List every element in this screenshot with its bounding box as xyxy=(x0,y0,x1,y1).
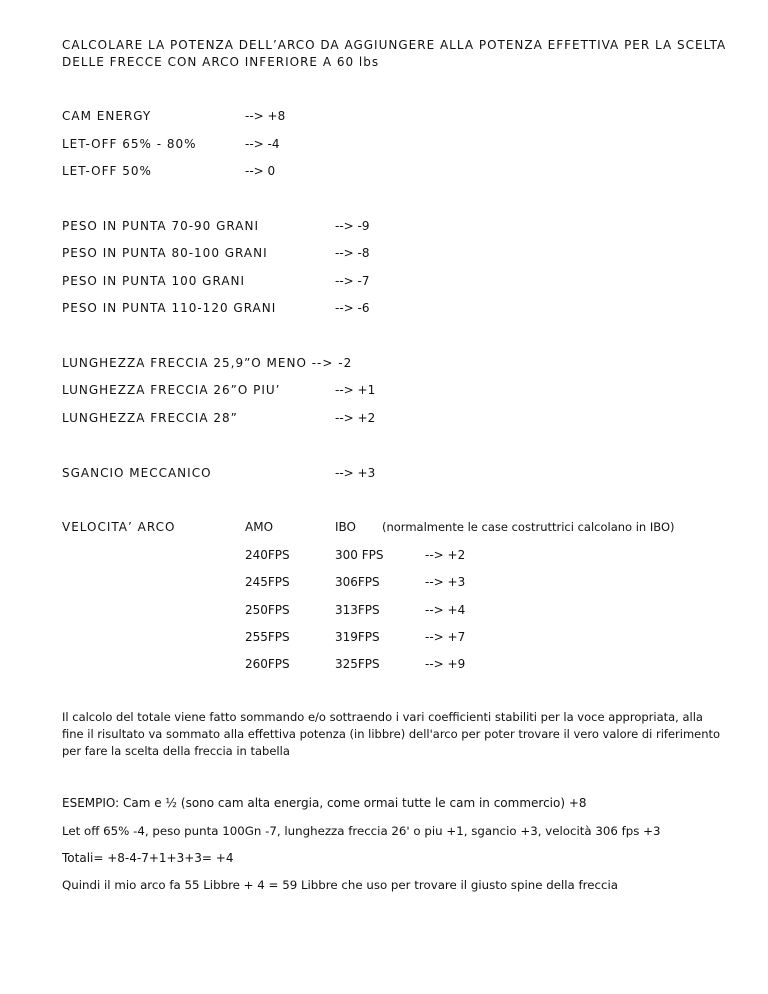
speed-row-value: --> +2 xyxy=(425,548,466,562)
lunghezza-25-line: LUNGHEZZA FRECCIA 25,9”O MENO --> -2 xyxy=(62,356,353,370)
peso-110-120-label: PESO IN PUNTA 110-120 GRANI xyxy=(62,301,277,315)
example-line-1-text: ESEMPIO: Cam e ½ (sono cam alta energia, come ormai tutte le cam in commercio) +8 xyxy=(62,796,587,810)
lunghezza-26-value: --> +1 xyxy=(335,383,376,397)
speed-row-ibo: 300 FPS xyxy=(335,548,384,562)
speed-row-ibo: 319FPS xyxy=(335,630,380,644)
speed-row-amo: 245FPS xyxy=(245,575,290,589)
speed-row-amo: 260FPS xyxy=(245,657,290,671)
title-line-1: CALCOLARE LA POTENZA DELL’ARCO DA AGGIUNGERE ALLA POTENZA EFFETTIVA PER LA SCELTA xyxy=(62,38,727,52)
speed-row-ibo: 325FPS xyxy=(335,657,380,671)
ibo-note: (normalmente le case costruttrici calcolano in IBO) xyxy=(382,520,675,534)
peso-70-90-label: PESO IN PUNTA 70-90 GRANI xyxy=(62,219,260,233)
letoff-65-label: LET-OFF 65% - 80% xyxy=(62,137,197,151)
speed-row-amo: 250FPS xyxy=(245,603,290,617)
ibo-header: IBO xyxy=(335,520,357,534)
peso-80-100-label: PESO IN PUNTA 80-100 GRANI xyxy=(62,246,268,260)
peso-110-120-value: --> -6 xyxy=(335,301,370,315)
example-line-3: Totali= +8-4-7+1+3+3= +4 xyxy=(62,851,234,865)
explanation-paragraph: Il calcolo del totale viene fatto sommando e/o sottraendo i vari coefficienti stabiliti per la voce appropriata, alla fine il risultato va sommato alla effettiva potenza (in libbre) dell'arco per poter trovare il vero valore di riferimento per fare la scelta della freccia in tabella xyxy=(62,710,721,758)
speed-row-value: --> +3 xyxy=(425,575,466,589)
title-line-2: DELLE FRECCE CON ARCO INFERIORE A 60 lbs xyxy=(62,55,380,69)
example-line-1 xyxy=(62,796,587,810)
example-line-2: Let off 65% -4, peso punta 100Gn -7, lunghezza freccia 26' o piu +1, sgancio +3, velocità 306 fps +3 xyxy=(62,824,661,838)
peso-80-100-value: --> -8 xyxy=(335,246,370,260)
speed-row-value: --> +9 xyxy=(425,657,466,671)
lunghezza-28-value: --> +2 xyxy=(335,411,376,425)
lunghezza-26-label: LUNGHEZZA FRECCIA 26”O PIU’ xyxy=(62,383,281,397)
peso-70-90-value: --> -9 xyxy=(335,219,370,233)
peso-100-value: --> -7 xyxy=(335,274,370,288)
sgancio-value: --> +3 xyxy=(335,466,376,480)
speed-row-amo: 240FPS xyxy=(245,548,290,562)
lunghezza-28-label: LUNGHEZZA FRECCIA 28” xyxy=(62,411,238,425)
speed-row-amo: 255FPS xyxy=(245,630,290,644)
sgancio-label: SGANCIO MECCANICO xyxy=(62,466,212,480)
velocita-label: VELOCITA’ ARCO xyxy=(62,520,176,534)
cam-energy-value: --> +8 xyxy=(245,109,286,123)
speed-row-ibo: 306FPS xyxy=(335,575,380,589)
example-line-4: Quindi il mio arco fa 55 Libbre + 4 = 59 Libbre che uso per trovare il giusto spine della freccia xyxy=(62,878,618,892)
peso-100-label: PESO IN PUNTA 100 GRANI xyxy=(62,274,246,288)
letoff-50-label: LET-OFF 50% xyxy=(62,164,152,178)
letoff-65-value: --> -4 xyxy=(245,137,280,151)
speed-row-ibo: 313FPS xyxy=(335,603,380,617)
amo-header: AMO xyxy=(245,520,274,534)
cam-energy-label: CAM ENERGY xyxy=(62,109,152,123)
speed-row-value: --> +7 xyxy=(425,630,466,644)
letoff-50-value: --> 0 xyxy=(245,164,276,178)
speed-row-value: --> +4 xyxy=(425,603,466,617)
